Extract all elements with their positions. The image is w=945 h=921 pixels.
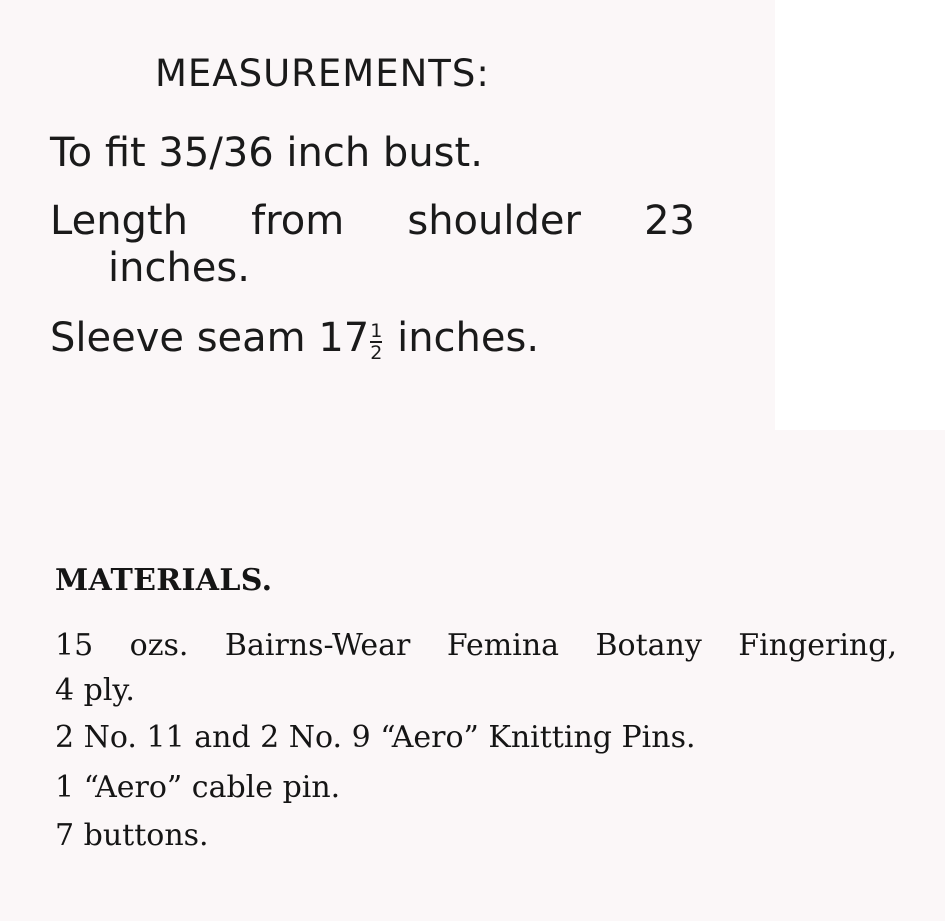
sleeve-measurement [50, 315, 539, 363]
materials-item-yarn-ply: 4 ply. [55, 673, 135, 708]
length-measurement-line-1: Length from shoulder 23 [50, 198, 695, 244]
half-fraction [370, 322, 382, 363]
materials-item-cable-pin: 1 “Aero” cable pin. [55, 770, 341, 805]
sleeve-measurement-suffix: inches. [384, 315, 540, 361]
length-measurement-line-2: inches. [108, 245, 250, 291]
fraction-denominator: 2 [370, 342, 383, 364]
materials-item-knitting-pins: 2 No. 11 and 2 No. 9 “Aero” Knitting Pins. [55, 720, 696, 755]
materials-item-buttons: 7 buttons. [55, 818, 209, 853]
measurements-heading: MEASUREMENTS: [155, 52, 490, 95]
bust-measurement: To fit 35/36 inch bust. [50, 130, 483, 176]
materials-item-yarn: 15 ozs. Bairns-Wear Femina Botany Fingering, [55, 628, 897, 663]
paper-background-patch [775, 0, 945, 430]
fraction-numerator: 1 [370, 320, 383, 342]
materials-heading: MATERIALS. [55, 563, 273, 598]
sleeve-measurement-prefix: Sleeve seam 17 [50, 315, 370, 361]
